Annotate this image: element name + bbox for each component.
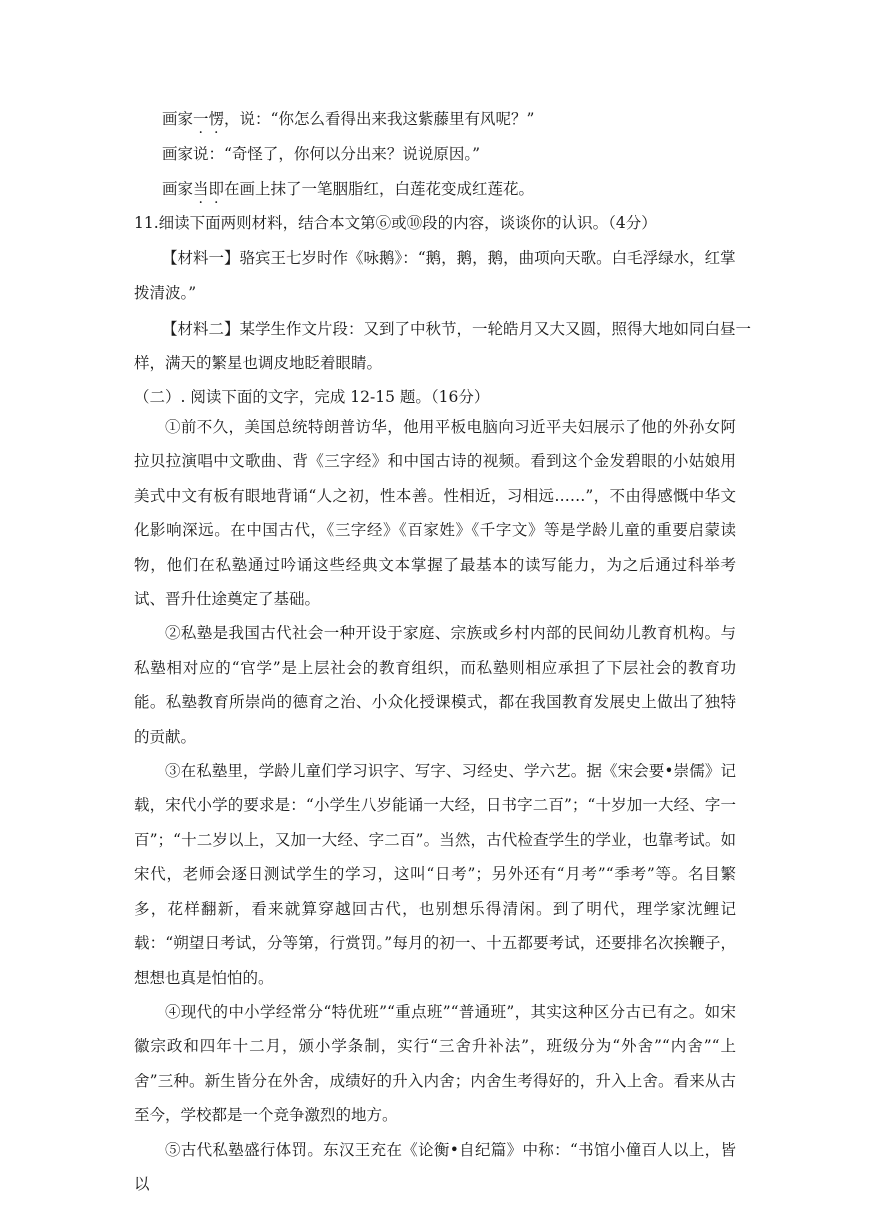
section-2-title: （二）. 阅读下面的文字，完成 12-15 题。（16分） bbox=[134, 388, 490, 406]
emphasis-char: 即 bbox=[208, 180, 225, 198]
material-1-line-2: 拨清波。” bbox=[134, 284, 197, 302]
dialogue-line-3-end: 在画上抹了一笔胭脂红，白莲花变成红莲花。 bbox=[224, 180, 535, 198]
paragraph-2: ②私塾是我国古代社会一种开设于家庭、宗族或乡村内部的民间幼儿教育机构。与私塾相对应的“官学”是上层社会的教育组织，而私塾则相应承担了下层社会的教育功能。私塾教育所崇尚的德育之治、小众化授课模式，都在我国教育发展史上做出了独特的贡献。 bbox=[134, 624, 736, 746]
paragraph-5: ⑤古代私塾盛行体罚。东汉王充在《论衡•自纪篇》中称：“书馆小僮百人以上，皆以 bbox=[134, 1140, 736, 1193]
dialogue-line-3 bbox=[162, 178, 534, 200]
material-2-line-2: 样，满天的繁星也调皮地眨着眼睛。 bbox=[134, 354, 383, 372]
paragraph-1: ①前不久，美国总统特朗普访华，他用平板电脑向习近平夫妇展示了他的外孙女阿拉贝拉演唱中文歌曲、背《三字经》和中国古诗的视频。看到这个金发碧眼的小姑娘用美式中文有板有眼地背诵“人之初，性本善。性相近，习相远……”，不由得感慨中华文化影响深远。在中国古代，《三字经》《百家姓》《千字文》等是学龄儿童的重要启蒙读物，他们在私塾通过吟诵这些经典文本掌握了最基本的读写能力，为之后通过科举考试、晋升仕途奠定了基础。 bbox=[134, 418, 736, 609]
emphasis-char: 一 bbox=[193, 110, 209, 128]
material-1-line-1: 【材料一】骆宾王七岁时作《咏鹅》：“鹅，鹅，鹅，曲项向天歌。白毛浮绿水，红掌 bbox=[162, 249, 736, 267]
emphasis-char: 当 bbox=[193, 180, 209, 198]
emphasis-char: 愣 bbox=[208, 110, 225, 128]
dialogue-line-2: 画家说：“奇怪了，你何以分出来？说说原因。” bbox=[162, 145, 481, 163]
paragraph-3: ③在私塾里，学龄儿童们学习识字、写字、习经史、学六艺。据《宋会要•崇儒》记载，宋代小学的要求是：“小学生八岁能诵一大经，日书字二百”；“十岁加一大经、字一百”；“十二岁以上，又加一大经、字二百”。当然，古代检查学生的学业，也靠考试。如宋代，老师会逐日测试学生的学习，这叫“日考”；另外还有“月考”“季考”等。名目繁多，花样翻新，看来就算穿越回古代，也别想乐得清闲。到了明代，理学家沈鲤记载：“朔望日考试，分等第，行赏罚。”每月的初一、十五都要考试，还要排名次挨鞭子，想想也真是怕怕的。 bbox=[134, 762, 736, 987]
dialogue-line-3-start: 画家 bbox=[162, 180, 194, 198]
passage bbox=[134, 410, 736, 1201]
question-11-title: 11.细读下面两则材料，结合本文第⑥或⑩段的内容，谈谈你的认识。（4分） bbox=[134, 214, 657, 232]
paragraph-4: ④现代的中小学经常分“特优班”“重点班”“普通班”，其实这种区分古已有之。如宋徽宗政和四年十二月，颁小学条制，实行“三舍升补法”，班级分为“外舍”“内舍”“上舍”三种。新生皆分在外舍，成绩好的升入内舍；内舍生考得好的，升入上舍。看来从古至今，学校都是一个竞争激烈的地方。 bbox=[134, 1002, 736, 1125]
dialogue-line-1-end: ，说：“你怎么看得出来我这紫藤里有风呢？” bbox=[224, 110, 535, 128]
dialogue-line-1 bbox=[162, 108, 534, 130]
material-2-line-1: 【材料二】某学生作文片段：又到了中秋节，一轮皓月又大又圆，照得大地如同白昼一 bbox=[162, 320, 752, 338]
dialogue-line-1-start: 画家 bbox=[162, 110, 194, 128]
